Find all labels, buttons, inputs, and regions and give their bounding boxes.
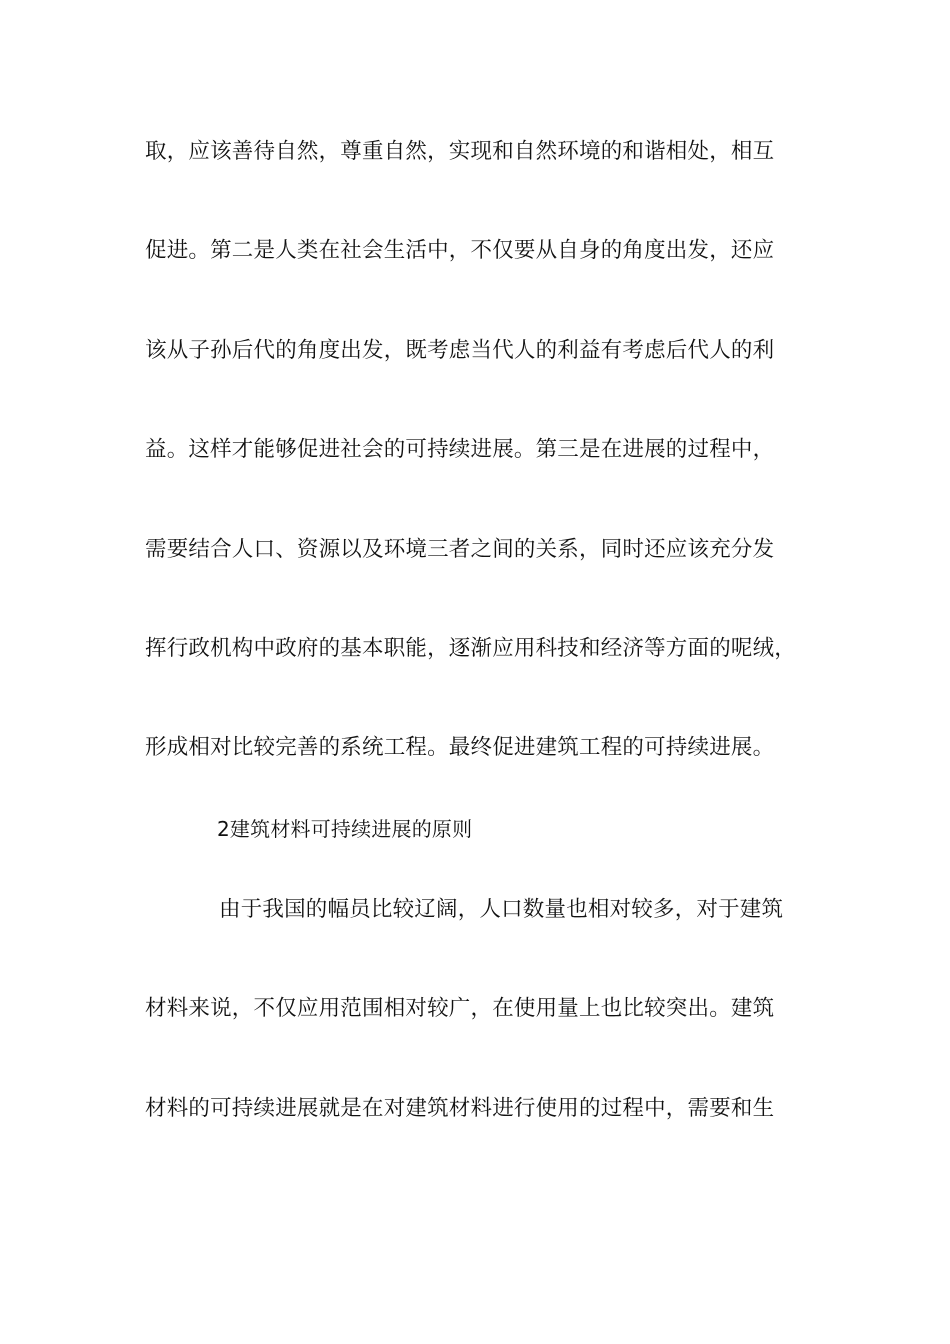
- paragraph1-line-6: 挥行政机构中政府的基本职能，逐渐应用科技和经济等方面的呢绒，: [145, 636, 797, 661]
- section-heading: 2建筑材料可持续进展的原则: [217, 817, 473, 841]
- paragraph1-line-5: 需要结合人口、资源以及环境三者之间的关系，同时还应该充分发: [145, 537, 775, 562]
- paragraph1-line-3: 该从子孙后代的角度出发，既考虑当代人的利益有考虑后代人的利: [145, 338, 775, 363]
- paragraph2-line-1: 由于我国的幅员比较辽阔，人口数量也相对较多，对于建筑: [219, 897, 784, 922]
- paragraph1-line-7: 形成相对比较完善的系统工程。最终促进建筑工程的可持续进展。: [145, 735, 775, 760]
- paragraph1-line-2: 促进。第二是人类在社会生活中，不仅要从自身的角度出发，还应: [145, 238, 775, 263]
- paragraph2-line-3: 材料的可持续进展就是在对建筑材料进行使用的过程中，需要和生: [145, 1096, 775, 1121]
- paragraph1-line-1: 取，应该善待自然，尊重自然，实现和自然环境的和谐相处，相互: [145, 139, 775, 164]
- paragraph1-line-4: 益。这样才能够促进社会的可持续进展。第三是在进展的过程中，: [145, 437, 775, 462]
- paragraph2-line-2: 材料来说，不仅应用范围相对较广，在使用量上也比较突出。建筑: [145, 996, 775, 1021]
